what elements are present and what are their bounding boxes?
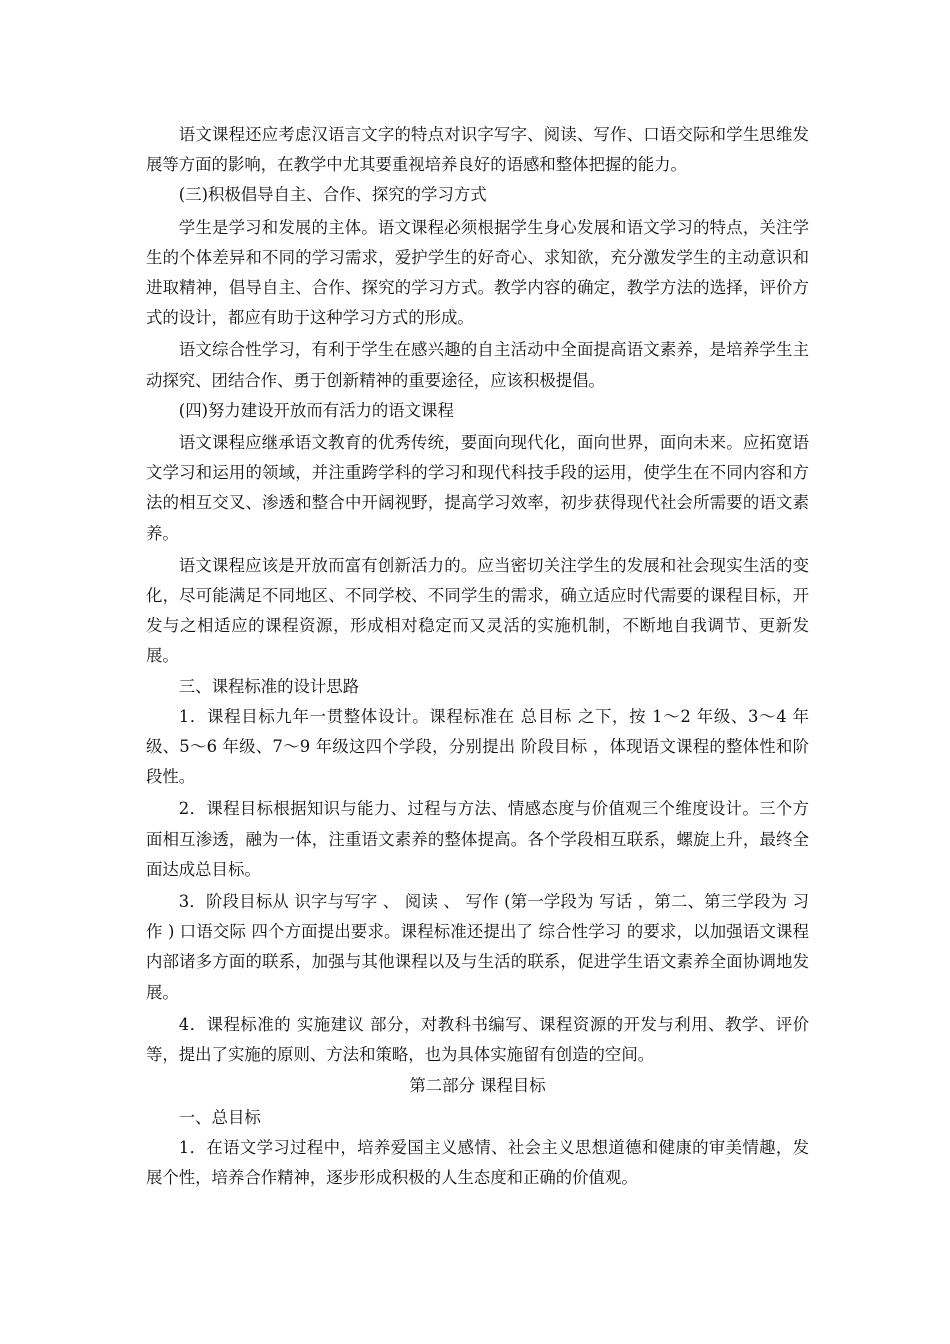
- section-heading: 三、课程标准的设计思路: [178, 676, 360, 696]
- section-heading: 一、总目标: [178, 1107, 261, 1127]
- paragraph: 语文课程应该是开放而富有创新活力的。应当密切关注学生的发展和社会现实生活的变化，尽可能满足不同地区、不同学校、不同学生的需求，确立适应时代需要的课程目标，开发与之相适应的课程资源，形成相对稳定而又灵活的实施机制，不断地自我调节、更新发展。: [146, 555, 809, 666]
- paragraph: 1．在语文学习过程中，培养爱国主义感情、社会主义思想道德和健康的审美情趣，发展个性，培养合作精神，逐步形成积极的人生态度和正确的价值观。: [146, 1137, 809, 1187]
- paragraph: 语文课程应继承语文教育的优秀传统，要面向现代化，面向世界，面向未来。应拓宽语文学习和运用的领域，并注重跨学科的学习和现代科技手段的运用，使学生在不同内容和方法的相互交叉、渗透和整合中开阔视野，提高学习效率，初步获得现代社会所需要的语文素养。: [146, 433, 809, 543]
- paragraph: 1．课程目标九年一贯整体设计。课程标准在 总目标 之下，按 1～2 年级、3～4 年级、5～6 年级、7～9 年级这四个学段，分别提出 阶段目标 ，体现语文课程的整体性和阶段性。: [146, 706, 809, 787]
- paragraph: 语文综合性学习，有利于学生在感兴趣的自主活动中全面提高语文素养，是培养学生主动探究、团结合作、勇于创新精神的重要途径，应该积极提倡。: [146, 340, 809, 390]
- paragraph: 学生是学习和发展的主体。语文课程必须根据学生身心发展和语文学习的特点，关注学生的个体差异和不同的学习需求，爱护学生的好奇心、求知欲，充分激发学生的主动意识和进取精神，倡导自主、合作、探究的学习方式。教学内容的确定，教学方法的选择，评价方式的设计，都应有助于这种学习方式的形成。: [146, 217, 809, 328]
- paragraph: 3．阶段目标从 识字与写字 、 阅读 、 写作 (第一学段为 写话 ，第二、第三学段为 习作 ) 口语交际 四个方面提出要求。课程标准还提出了 综合性学习 的要求，以加强语文课程内部诸多方面的联系，加强与其他课程以及与生活的联系，促进学生语文素养全面协调地发展。: [146, 892, 809, 1002]
- paragraph: 4．课程标准的 实施建议 部分，对教科书编写、课程资源的开发与利用、教学、评价等，提出了实施的原则、方法和策略，也为具体实施留有创造的空间。: [146, 1014, 809, 1065]
- part-title: 第二部分 课程目标: [409, 1076, 546, 1096]
- subheading: (三)积极倡导自主、合作、探究的学习方式: [178, 185, 487, 205]
- paragraph: 2．课程目标根据知识与能力、过程与方法、情感态度与价值观三个维度设计。三个方面相互渗透，融为一体，注重语文素养的整体提高。各个学段相互联系，螺旋上升，最终全面达成总目标。: [146, 799, 809, 879]
- paragraph: 语文课程还应考虑汉语言文字的特点对识字写字、阅读、写作、口语交际和学生思维发展等方面的影响，在教学中尤其要重视培养良好的语感和整体把握的能力。: [146, 125, 809, 175]
- subheading: (四)努力建设开放而有活力的语文课程: [178, 400, 454, 420]
- document-page: [146, 120, 809, 1193]
